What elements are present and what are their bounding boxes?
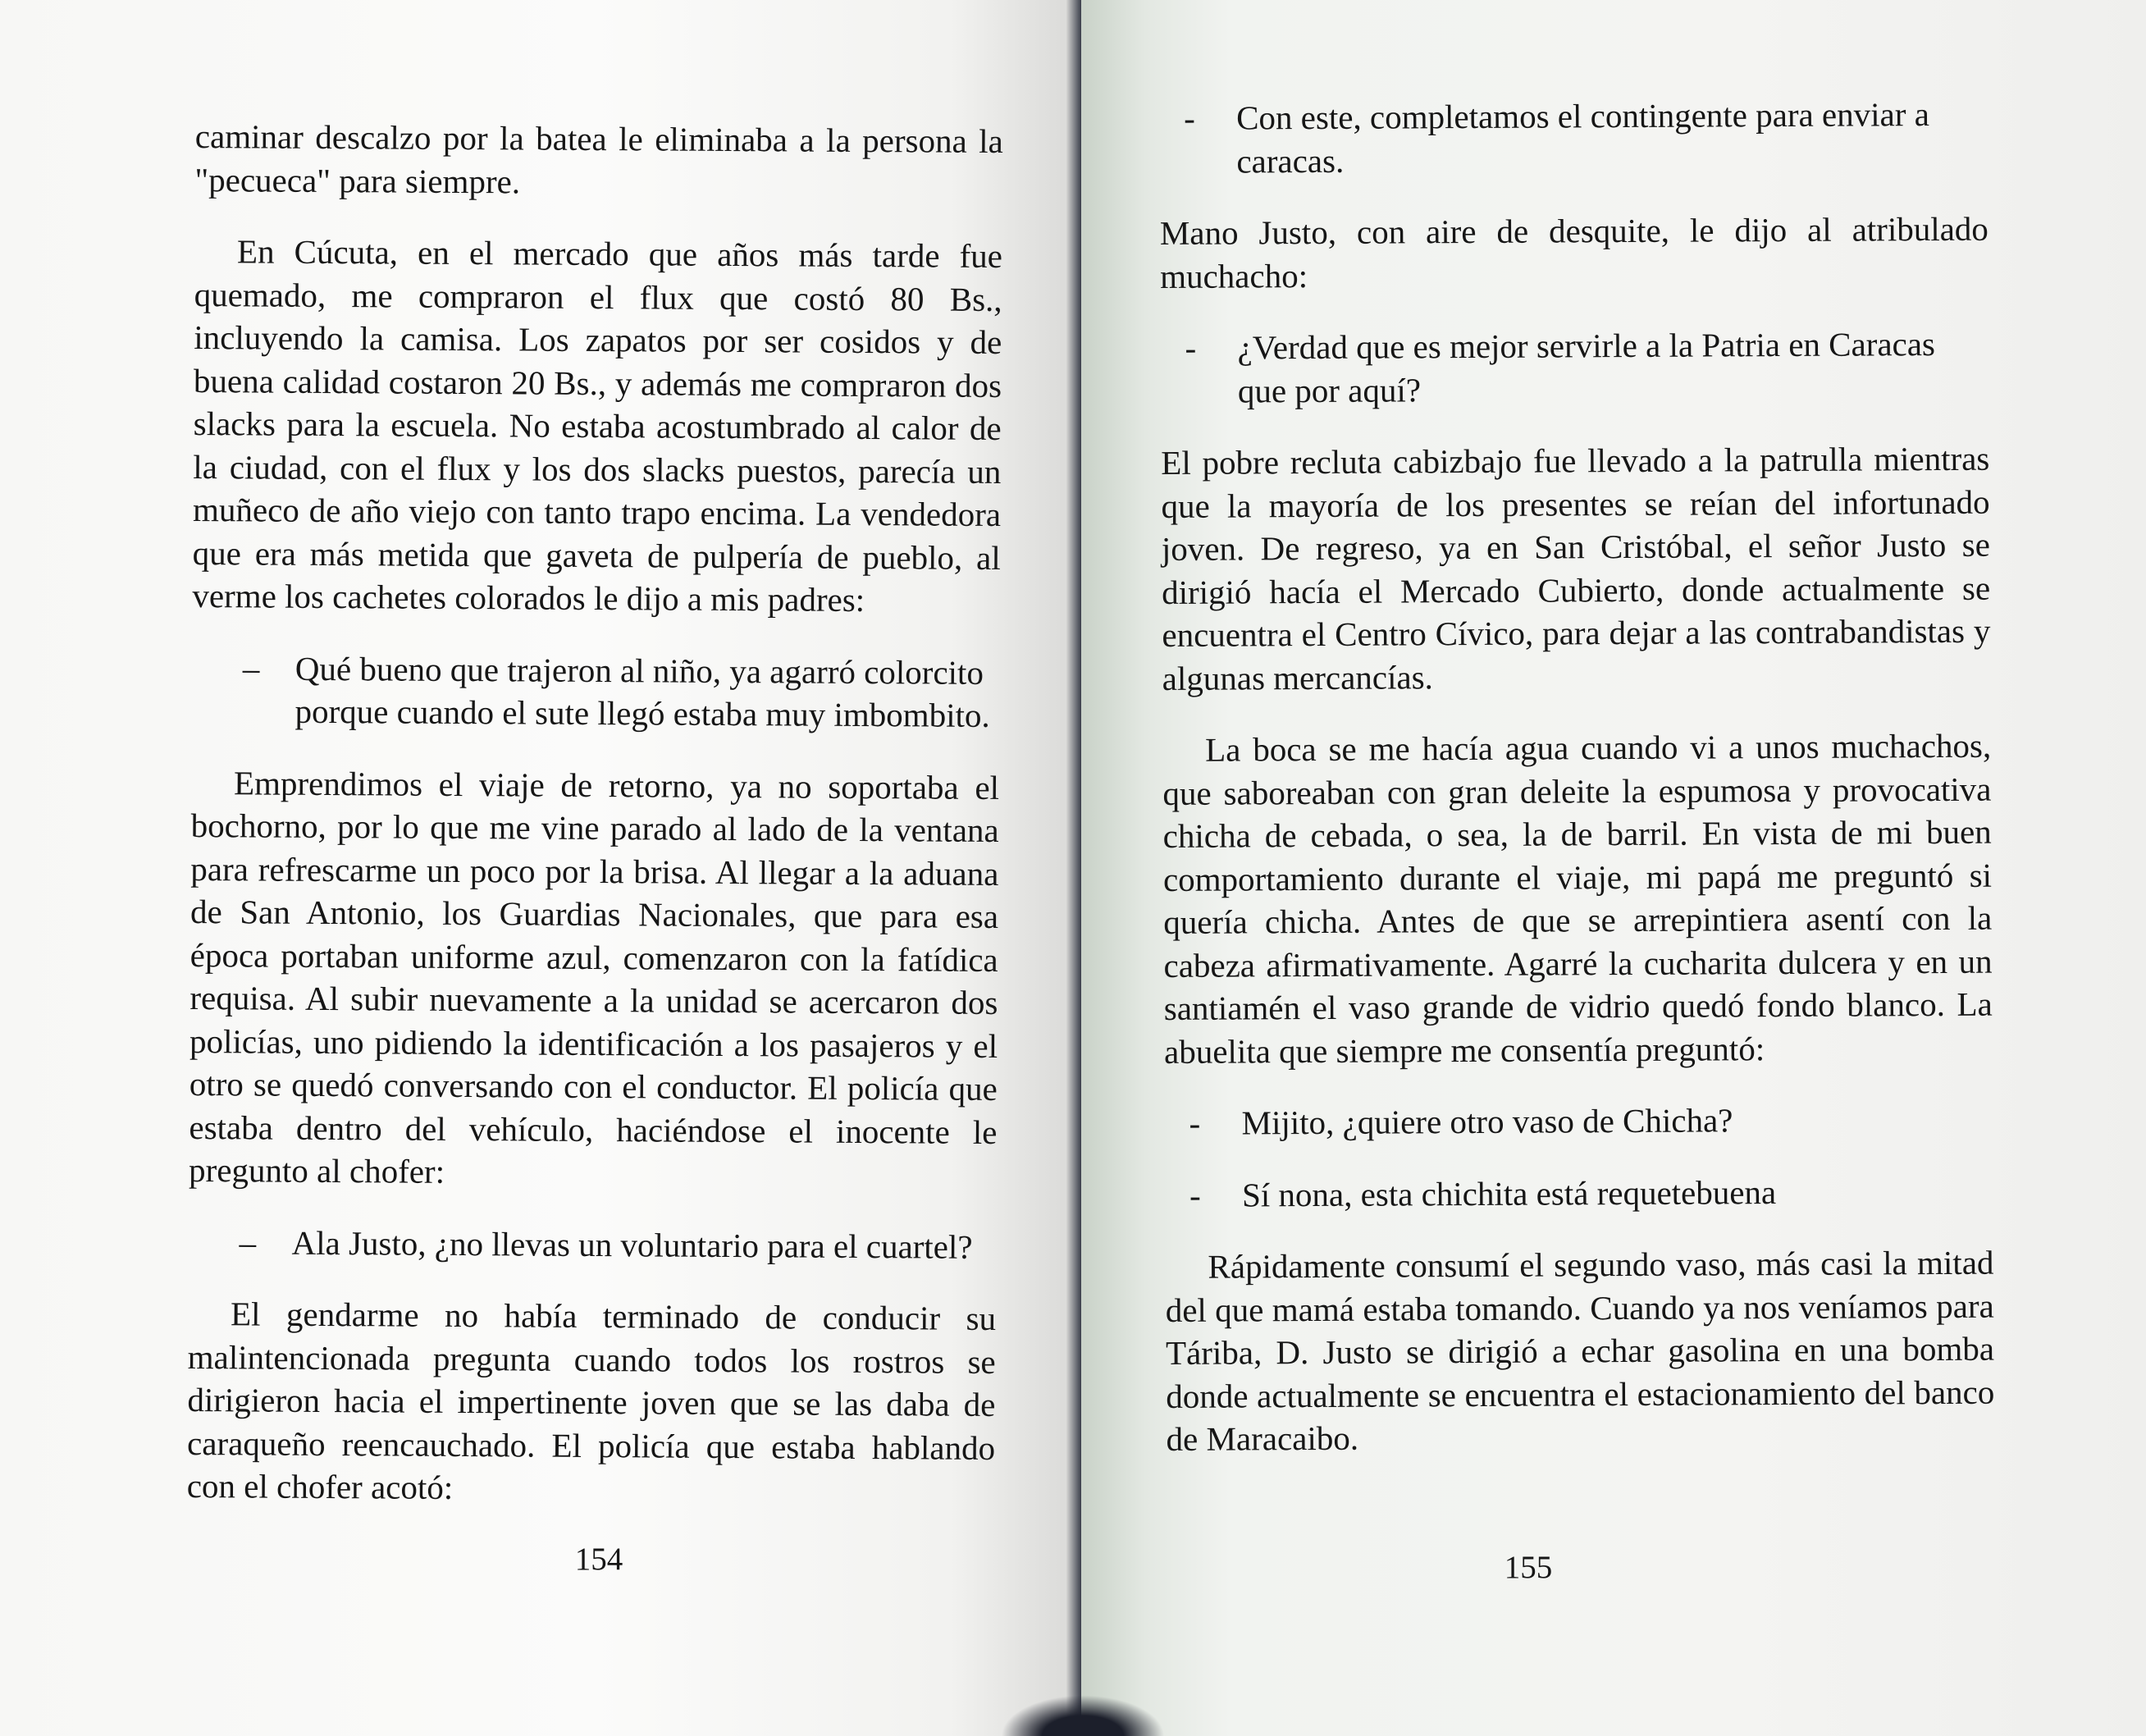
dialogue-text: Mijito, ¿quiere otro vaso de Chicha? bbox=[1241, 1101, 1733, 1142]
right-page bbox=[1081, 0, 2146, 1736]
dialogue-dash: – bbox=[242, 648, 260, 687]
dialogue-line bbox=[1160, 322, 1989, 413]
dialogue-text: Ala Justo, ¿no llevas un voluntario para el cuartel? bbox=[291, 1223, 973, 1266]
left-page-text bbox=[186, 115, 1003, 1541]
dialogue-text: Qué bueno que trajeron al niño, ya agarró colorcito porque cuando el sute llegó estaba muy imbombito. bbox=[295, 649, 990, 734]
page-number: 154 bbox=[574, 1542, 623, 1577]
dialogue-text: ¿Verdad que es mejor servirle a la Patria en Caracas que por aquí? bbox=[1237, 325, 1936, 410]
dialogue-text: Sí nona, esta chichita está requetebuena bbox=[1241, 1172, 1777, 1213]
paragraph: El pobre recluta cabizbajo fue llevado a la patrulla mientras que la mayoría de los presentes se reían del infortunado joven. De regreso, ya en San Cristóbal, el señor Justo se dirigió hacía el Mercado Cubierto, donde actualmente se encuentra el Centro Cívico, para dejar a las contrabandistas y algunas mercancías. bbox=[1161, 439, 1991, 697]
paragraph: caminar descalzo por la batea le eliminaba a la persona la "pecueca" para siempre. bbox=[194, 116, 1003, 200]
dialogue-dash: – bbox=[239, 1222, 257, 1261]
paragraph: Emprendimos el viaje de retorno, ya no soportaba el bochorno, por lo que me vine parado al lado de la ventana para refrescarme un poco por la brisa. Al llegar a la aduana de San Antonio, los Guardias Nacionales, que para esa época portaban uniforme azul, comenzaron con la fatídica requisa. Al subir nuevamente a la unidad se acercaron dos policías, uno pidiendo la identificación a los pasajeros y el otro se quedó conversando con el conductor. El policía que estaba dentro del vehículo, haciéndose el inocente le pregunto al chofer: bbox=[189, 763, 1000, 1190]
dialogue-dash: - bbox=[1189, 1103, 1201, 1142]
dialogue-dash: - bbox=[1185, 328, 1197, 367]
page-number: 155 bbox=[1504, 1550, 1553, 1585]
dialogue-line bbox=[1159, 93, 1988, 183]
paragraph: Mano Justo, con aire de desquite, le dijo al atribulado muchacho: bbox=[1159, 209, 1988, 295]
paragraph: En Cúcuta, en el mercado que años más tarde fue quemado, me compraron el flux que costó 80 Bs., incluyendo la camisa. Los zapatos por ser cosidos y de buena calidad costaron 20 Bs., y además me compraron dos slacks para la escuela. No estaba acostumbrado al calor de la ciudad, con el flux y los dos slacks puestos, parecía un muñeco de año viejo con tanto trapo encima. La vendedora que era más metida que gaveta de pulpería de pueblo, al verme los cachetes colorados le dijo a mis padres: bbox=[192, 232, 1003, 619]
bottom-spine-shadow bbox=[1001, 1695, 1165, 1736]
right-page-text bbox=[1159, 93, 1995, 1490]
dialogue-line bbox=[1165, 1169, 1993, 1217]
dialogue-line bbox=[1164, 1098, 1993, 1145]
dialogue-text: Con este, completamos el contingente para enviar a caracas. bbox=[1236, 95, 1929, 180]
dialogue-dash: - bbox=[1189, 1176, 1201, 1214]
paragraph: Rápidamente consumí el segundo vaso, más casi la mitad del que mamá estaba tomando. Cuando ya nos veníamos para Táriba, D. Justo se dirigió a echar gasolina en una bomba donde actualmente se encuentra el estacionamiento del banco de Maracaibo. bbox=[1165, 1243, 1995, 1458]
paragraph: El gendarme no había terminado de conducir su malintencionada pregunta cuando todos los rostros se dirigieron hacia el impertinente joven que se las daba de caraqueño reencauchado. El policía que estaba hablando con el chofer acotó: bbox=[186, 1295, 997, 1506]
paragraph: La boca se me hacía agua cuando vi a unos muchachos, que saboreaban con gran deleite la espumosa y provocativa chicha de cebada, o sea, la de barril. En vista de mi buen comportamiento durante el viaje, mi papá me preguntó si quería chicha. Antes de que se arrepintiera asentí con la cabeza afirmativamente. Agarré la cucharita dulcera y en un santiamén el vaso grande de vidrio quedó fondo blanco. La abuelita que siempre me consentía preguntó: bbox=[1162, 726, 1993, 1071]
dialogue-line bbox=[191, 646, 1000, 737]
dialogue-dash: - bbox=[1184, 98, 1195, 137]
dialogue-line bbox=[188, 1220, 996, 1268]
